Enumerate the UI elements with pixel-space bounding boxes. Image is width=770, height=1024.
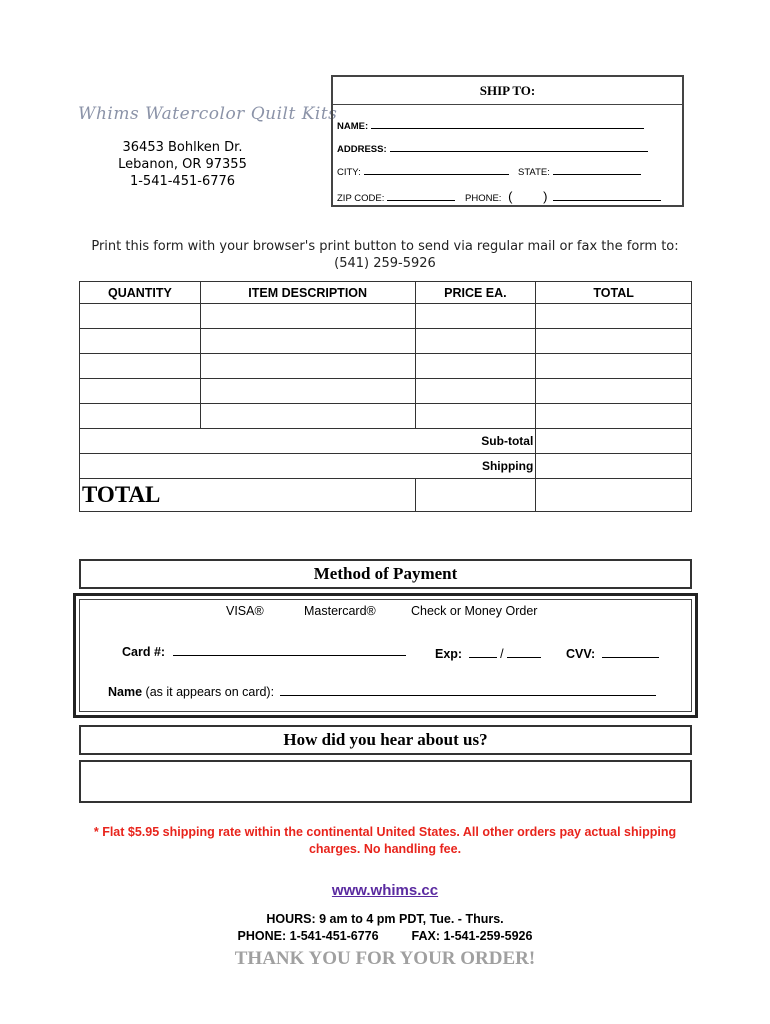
description-cell[interactable] — [200, 329, 415, 354]
total-cell[interactable] — [536, 304, 692, 329]
instructions-line1: Print this form with your browser's print button to send via regular mail or fax the form to: — [91, 239, 679, 254]
company-logo: Whims Watercolor Quilt Kits — [78, 104, 338, 124]
ship-name-field[interactable] — [337, 120, 644, 132]
description-cell[interactable] — [200, 354, 415, 379]
payment-option-check[interactable]: Check or Money Order — [411, 604, 538, 618]
table-row — [80, 354, 692, 379]
order-table — [79, 281, 692, 512]
cardholder-name-hint: (as it appears on card): — [145, 685, 275, 699]
exp-separator: / — [500, 647, 504, 661]
payment-option-mastercard[interactable]: Mastercard® — [304, 604, 376, 618]
thank-you-message: THANK YOU FOR YOUR ORDER! — [234, 948, 536, 969]
price-cell[interactable] — [415, 329, 536, 354]
cardholder-name-field[interactable] — [108, 685, 656, 699]
company-address — [100, 139, 265, 190]
table-row — [80, 329, 692, 354]
quantity-cell[interactable] — [80, 354, 201, 379]
shipping-label: Shipping — [80, 454, 536, 479]
order-table-header — [80, 282, 692, 304]
subtotal-row — [80, 429, 692, 454]
description-cell[interactable] — [200, 404, 415, 429]
contact-line — [0, 928, 770, 945]
grand-total-label: TOTAL — [80, 479, 416, 512]
ship-zip-label: ZIP CODE: — [337, 193, 385, 204]
ship-name-label: NAME: — [337, 121, 369, 132]
grand-total-cell[interactable] — [536, 479, 692, 512]
website-link[interactable]: www.whims.cc — [331, 882, 439, 899]
header-item-description: ITEM DESCRIPTION — [200, 282, 415, 304]
header-total: TOTAL — [536, 282, 692, 304]
table-row — [80, 404, 692, 429]
quantity-cell[interactable] — [80, 379, 201, 404]
quantity-cell[interactable] — [80, 329, 201, 354]
ship-address-field[interactable] — [337, 143, 648, 155]
shipping-cell[interactable] — [536, 454, 692, 479]
address-city: Lebanon, OR 97355 — [118, 157, 247, 172]
ship-state-field[interactable] — [518, 166, 641, 178]
ship-to-box — [331, 75, 684, 207]
shipping-row — [80, 454, 692, 479]
card-number-label: Card #: — [122, 645, 166, 659]
ship-state-label: STATE: — [518, 167, 550, 178]
total-cell[interactable] — [536, 354, 692, 379]
shipping-note-line2: charges. No handling fee. — [308, 842, 462, 856]
price-cell[interactable] — [415, 404, 536, 429]
header-quantity: QUANTITY — [80, 282, 201, 304]
ship-zip-field[interactable] — [337, 192, 455, 204]
contact-phone: PHONE: 1-541-451-6776 — [237, 929, 379, 943]
quantity-cell[interactable] — [80, 404, 201, 429]
phone-paren-open: ( — [508, 189, 513, 204]
expiration-field[interactable] — [435, 647, 541, 661]
address-street: 36453 Bohlken Dr. — [122, 140, 243, 155]
contact-fax: FAX: 1-541-259-5926 — [411, 929, 533, 943]
exp-label: Exp: — [435, 647, 463, 661]
subtotal-label: Sub-total — [80, 429, 536, 454]
print-instructions — [60, 238, 710, 272]
cvv-field[interactable] — [566, 647, 659, 661]
payment-option-visa[interactable]: VISA® — [226, 604, 264, 618]
price-cell[interactable] — [415, 354, 536, 379]
total-cell[interactable] — [536, 329, 692, 354]
hours-line: HOURS: 9 am to 4 pm PDT, Tue. - Thurs. — [266, 912, 504, 926]
hear-about-input[interactable] — [79, 760, 692, 803]
table-row — [80, 379, 692, 404]
shipping-note-line1: * Flat $5.95 shipping rate within the continental United States. All other orders pay actual shipping — [93, 825, 677, 839]
cvv-label: CVV: — [566, 647, 596, 661]
total-row — [80, 479, 692, 512]
description-cell[interactable] — [200, 304, 415, 329]
ship-city-label: CITY: — [337, 167, 361, 178]
shipping-note — [60, 824, 710, 858]
ship-city-field[interactable] — [337, 166, 509, 178]
total-cell[interactable] — [536, 379, 692, 404]
table-row — [80, 304, 692, 329]
ship-phone-field[interactable] — [465, 189, 661, 204]
business-hours — [0, 911, 770, 945]
hear-about-title: How did you hear about us? — [79, 725, 692, 755]
header-price-each: PRICE EA. — [415, 282, 536, 304]
phone-paren-close: ) — [543, 189, 548, 204]
ship-phone-label: PHONE: — [465, 193, 502, 204]
quantity-cell[interactable] — [80, 304, 201, 329]
price-cell[interactable] — [415, 379, 536, 404]
ship-to-title: SHIP TO: — [333, 77, 682, 105]
payment-title: Method of Payment — [79, 559, 692, 589]
address-phone: 1-541-451-6776 — [129, 174, 236, 189]
card-number-field[interactable] — [122, 645, 406, 659]
description-cell[interactable] — [200, 379, 415, 404]
cardholder-name-label: Name — [108, 685, 143, 699]
total-cell[interactable] — [536, 404, 692, 429]
payment-box — [73, 593, 698, 718]
ship-address-label: ADDRESS: — [337, 144, 387, 155]
price-cell[interactable] — [415, 304, 536, 329]
total-spacer-cell — [415, 479, 536, 512]
fax-number: (541) 259-5926 — [334, 256, 436, 271]
subtotal-cell[interactable] — [536, 429, 692, 454]
